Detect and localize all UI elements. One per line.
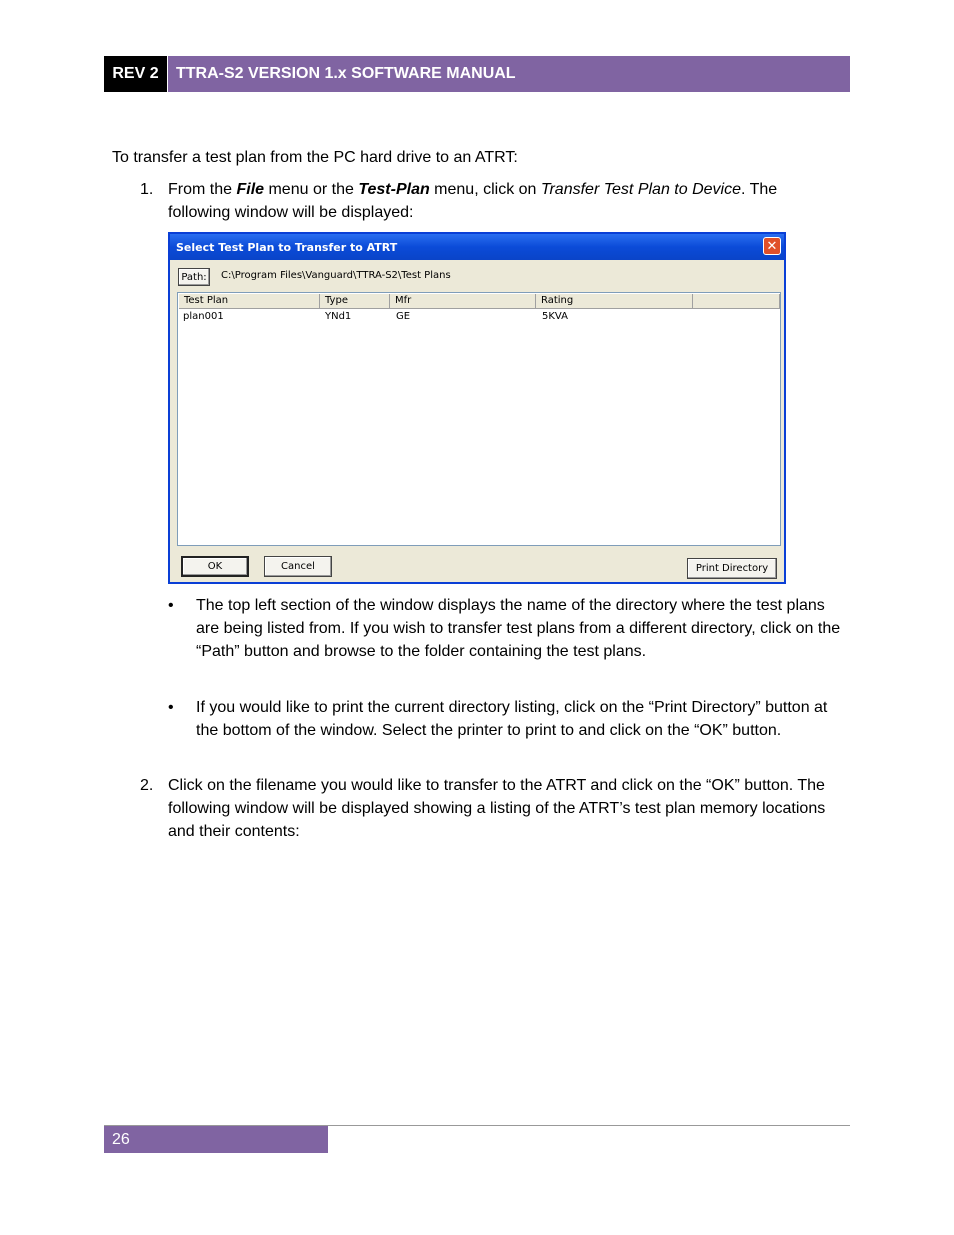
- header-title: TTRA-S2 VERSION 1.x SOFTWARE MANUAL: [168, 56, 850, 92]
- bullet-glyph: •: [168, 699, 174, 716]
- dialog-title: Select Test Plan to Transfer to ATRT: [170, 234, 784, 260]
- step-text: Click on the filename you would like to transfer to the ATRT and click on the “OK” button. The following window will be displayed showing a listing of the ATRT’s test plan memory locations and their contents:: [168, 777, 826, 840]
- intro-text: To transfer a test plan from the PC hard drive to an ATRT:: [112, 149, 518, 166]
- bullet-text: If you would like to print the current directory listing, click on the “Print Directory” button at the bottom of the window. Select the printer to print to and click on the “OK” button.: [196, 699, 828, 739]
- ok-button[interactable]: OK: [181, 556, 249, 577]
- bullet-glyph: •: [168, 597, 174, 614]
- cell-test-plan: plan001: [183, 311, 224, 322]
- page-number: 26: [104, 1126, 328, 1153]
- cancel-button[interactable]: Cancel: [264, 556, 332, 577]
- cell-rating: 5KVA: [542, 311, 568, 322]
- header-rev: REV 2: [104, 56, 167, 92]
- column-header-type[interactable]: Type: [320, 294, 390, 309]
- close-icon[interactable]: ✕: [763, 237, 781, 255]
- path-value: C:\Program Files\Vanguard\TTRA-S2\Test Plans: [221, 270, 451, 281]
- column-header-empty: [693, 294, 780, 309]
- cell-mfr: GE: [396, 311, 411, 322]
- bullet-text: The top left section of the window displays the name of the directory where the test plans are being listed from. If you wish to transfer test plans from a different directory, click on the “Path” button and browse to the folder containing the test plans.: [196, 597, 841, 660]
- column-header-mfr[interactable]: Mfr: [390, 294, 536, 309]
- column-header-rating[interactable]: Rating: [536, 294, 693, 309]
- step-number: 1.: [140, 181, 154, 198]
- step-text: From the File menu or the Test-Plan menu, click on Transfer Test Plan to Device. The following window will be displayed:: [168, 181, 778, 221]
- step-number: 2.: [140, 777, 154, 794]
- select-test-plan-dialog: [168, 232, 786, 584]
- cell-type: YNd1: [325, 311, 352, 322]
- test-plan-list[interactable]: [177, 292, 781, 546]
- print-directory-button[interactable]: Print Directory: [687, 558, 777, 579]
- column-header-test-plan[interactable]: Test Plan: [179, 294, 320, 309]
- path-button[interactable]: Path:: [178, 268, 210, 286]
